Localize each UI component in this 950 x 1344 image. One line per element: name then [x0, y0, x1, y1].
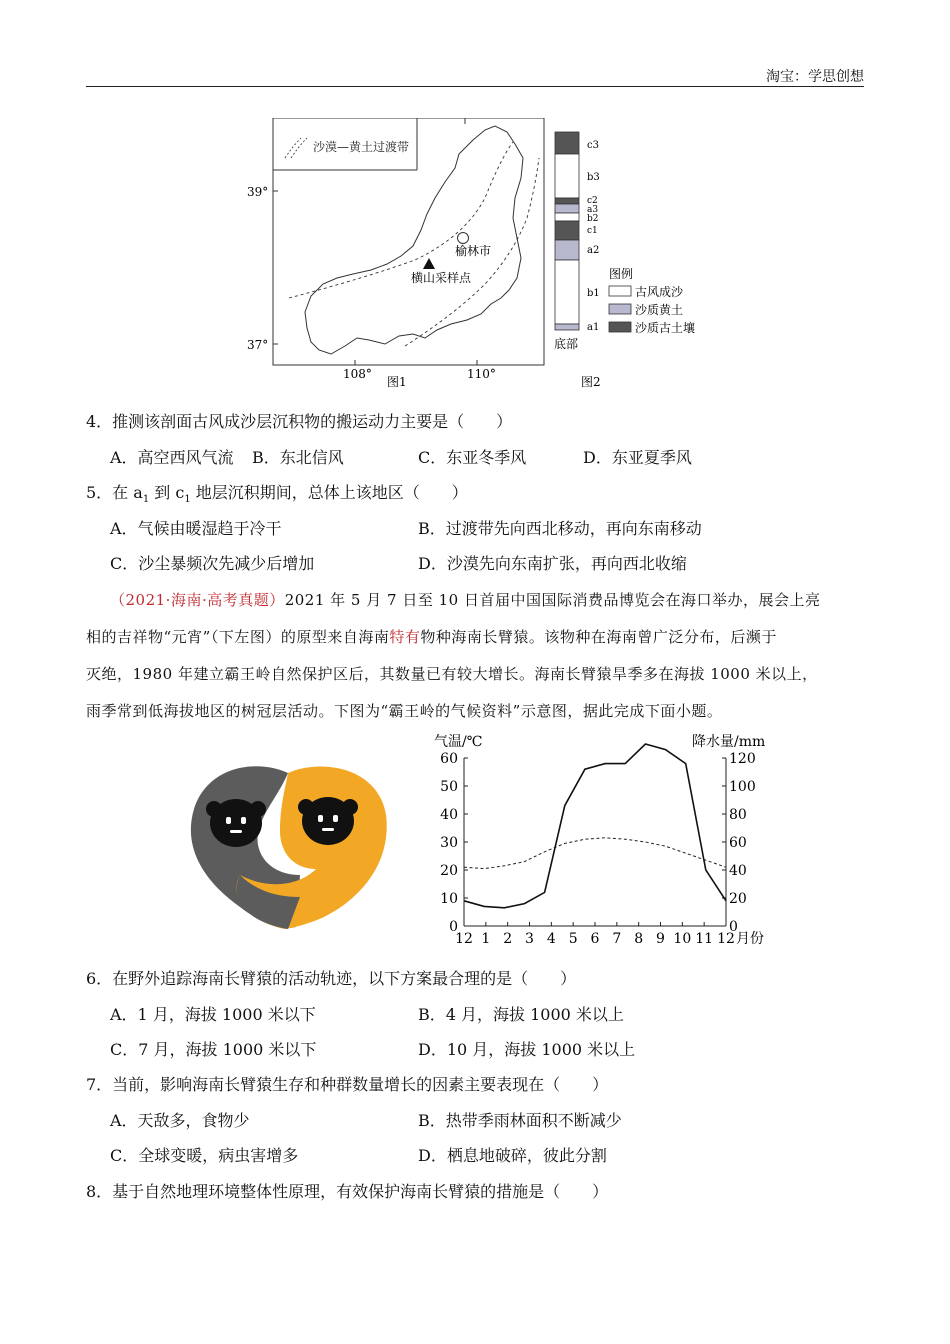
y-right-tick-label: 40	[729, 863, 747, 879]
y-right-tick-label: 120	[729, 751, 756, 767]
q4-option-b[interactable]: B．东北信风	[252, 448, 344, 467]
x-tick-label: 10	[673, 931, 692, 947]
q7-option-d[interactable]: D．栖息地破碎，彼此分割	[418, 1146, 607, 1165]
yulin-city-marker	[458, 233, 469, 244]
y-left-tick-label: 0	[449, 919, 458, 935]
y-left-tick-label: 60	[440, 751, 458, 767]
x-tick-label: 2	[503, 931, 513, 947]
legend-line-label: 沙漠—黄土过渡带	[313, 140, 410, 154]
passage-line-3: 灭绝，1980 年建立霸王岭自然保护区后，其数量已有较大增长。海南长臂猿旱季多在海拔 1000 米以上，	[86, 665, 818, 683]
city-label: 榆林市	[455, 244, 492, 258]
layer-label: a1	[587, 322, 600, 333]
x-tick-label: 12	[717, 931, 735, 947]
question-8-stem: 8．基于自然地理环境整体性原理，有效保护海南长臂猿的措施是（ ）	[86, 1182, 609, 1201]
q5-option-c[interactable]: C．沙尘暴频次先减少后增加	[110, 554, 315, 573]
figure1-map	[247, 118, 544, 389]
q7-option-a[interactable]: A．天敌多，食物少	[110, 1111, 250, 1130]
y-right-tick-label: 0	[729, 919, 738, 935]
y-left-tick-label: 40	[440, 807, 458, 823]
figure2-column	[554, 132, 695, 389]
y-left-tick-label: 30	[440, 835, 458, 851]
q6-option-a[interactable]: A．1 月，海拔 1000 米以下	[110, 1005, 316, 1024]
layer-label: b1	[587, 288, 600, 299]
lat-top-label: 39°	[247, 185, 269, 199]
figure2-caption: 图2	[581, 375, 601, 389]
column-bottom-label: 底部	[554, 337, 579, 351]
question-5-stem	[86, 482, 468, 511]
passage-text: 相的吉祥物“元宵”（下左图）的原型来自海南	[86, 628, 390, 646]
legend-title: 图例	[609, 267, 634, 281]
precipitation-series-line	[464, 744, 726, 908]
figure1-caption: 图1	[387, 375, 407, 389]
passage-line-2	[86, 626, 866, 648]
legend-item: 古风成沙	[635, 285, 684, 299]
sample-site-marker	[423, 258, 435, 269]
q4-option-c[interactable]: C．东亚冬季风	[418, 448, 527, 467]
q5-subscript: 1	[142, 494, 150, 506]
x-tick-label: 6	[590, 931, 600, 947]
q4-option-d[interactable]: D．东亚夏季风	[583, 448, 692, 467]
y-right-tick-label: 80	[729, 807, 747, 823]
q6-option-d[interactable]: D．10 月，海拔 1000 米以上	[418, 1040, 636, 1059]
lon-left-label: 108°	[343, 367, 372, 381]
page-header	[86, 64, 864, 87]
legend-item: 沙质黄土	[635, 303, 684, 317]
layer-label: b3	[587, 172, 600, 183]
legend-item: 沙质古土壤	[635, 321, 696, 335]
layer-label: c2	[587, 196, 598, 206]
layer-label: a2	[587, 245, 600, 256]
layer-label: a3	[587, 205, 599, 215]
passage-line-4: 雨季常到低海拔地区的树冠层活动。下图为“霸王岭的气候资料”示意图，据此完成下面小题。	[86, 702, 723, 720]
y-right-tick-label: 20	[729, 891, 747, 907]
site-label: 横山采样点	[411, 271, 472, 285]
q5-option-a[interactable]: A．气候由暖湿趋于冷干	[110, 519, 282, 538]
q5-stem-part: 到 c	[149, 483, 185, 502]
x-tick-label: 5	[568, 931, 578, 947]
q5-subscript: 1	[184, 494, 191, 506]
x-tick-label: 8	[634, 931, 644, 947]
chart-axes	[440, 751, 764, 947]
passage-line-1	[110, 589, 890, 611]
q6-option-c[interactable]: C．7 月，海拔 1000 米以下	[110, 1040, 317, 1059]
q4-option-a[interactable]: A．高空西风气流	[110, 448, 234, 467]
x-tick-label: 1	[481, 931, 491, 947]
q5-stem-part: 5．在 a	[86, 483, 143, 502]
y-right-axis-label: 降水量/mm	[692, 734, 766, 750]
x-unit-label: 月份	[736, 931, 764, 947]
layer-label: b2	[587, 214, 599, 224]
passage-source: （2021·海南·高考真题）	[110, 591, 285, 609]
layer-label: c1	[587, 226, 598, 236]
question-4-stem: 4．推测该剖面古风成沙层沉积物的搬运动力主要是（ ）	[86, 412, 513, 431]
question-7-stem: 7．当前，影响海南长臂猿生存和种群数量增长的因素主要表现在（ ）	[86, 1075, 609, 1094]
y-left-tick-label: 20	[440, 863, 458, 879]
passage-highlight: 特有	[389, 628, 421, 646]
x-tick-label: 7	[612, 931, 622, 947]
y-right-tick-label: 60	[729, 835, 747, 851]
q7-option-b[interactable]: B．热带季雨林面积不断减少	[418, 1111, 622, 1130]
y-right-tick-label: 100	[729, 779, 756, 795]
q5-stem-part: 地层沉积期间，总体上该地区（ ）	[190, 483, 468, 502]
x-tick-label: 4	[546, 931, 556, 947]
q6-option-b[interactable]: B．4 月，海拔 1000 米以上	[418, 1005, 624, 1024]
header-text: 淘宝：学思创想	[766, 69, 864, 85]
x-tick-label: 11	[695, 931, 714, 947]
lon-right-label: 110°	[467, 367, 496, 381]
passage-text: 2021 年 5 月 7 日至 10 日首届中国国际消费品博览会在海口举办，展会上亮	[284, 591, 821, 609]
layer-label: c3	[587, 140, 599, 151]
lat-bottom-label: 37°	[247, 338, 269, 352]
y-left-axis-label: 气温/℃	[434, 734, 483, 750]
climate-chart	[420, 730, 780, 950]
x-tick-label: 12	[455, 931, 473, 947]
q5-option-b[interactable]: B．过渡带先向西北移动，再向东南移动	[418, 519, 702, 538]
passage-text: 物种海南长臂猿。该物种在海南曾广泛分布，后濒于	[420, 628, 777, 646]
y-left-tick-label: 50	[440, 779, 458, 795]
q5-option-d[interactable]: D．沙漠先向东南扩张，再向西北收缩	[418, 554, 687, 573]
question-6-stem: 6．在野外追踪海南长臂猿的活动轨迹，以下方案最合理的是（ ）	[86, 969, 577, 988]
x-tick-label: 3	[525, 931, 534, 947]
yuanxiao-mascot-image	[188, 765, 393, 935]
y-left-tick-label: 10	[440, 891, 458, 907]
temperature-series-line	[464, 838, 726, 869]
x-tick-label: 9	[656, 931, 665, 947]
q7-option-c[interactable]: C．全球变暖，病虫害增多	[110, 1146, 299, 1165]
geology-figures	[245, 118, 715, 396]
